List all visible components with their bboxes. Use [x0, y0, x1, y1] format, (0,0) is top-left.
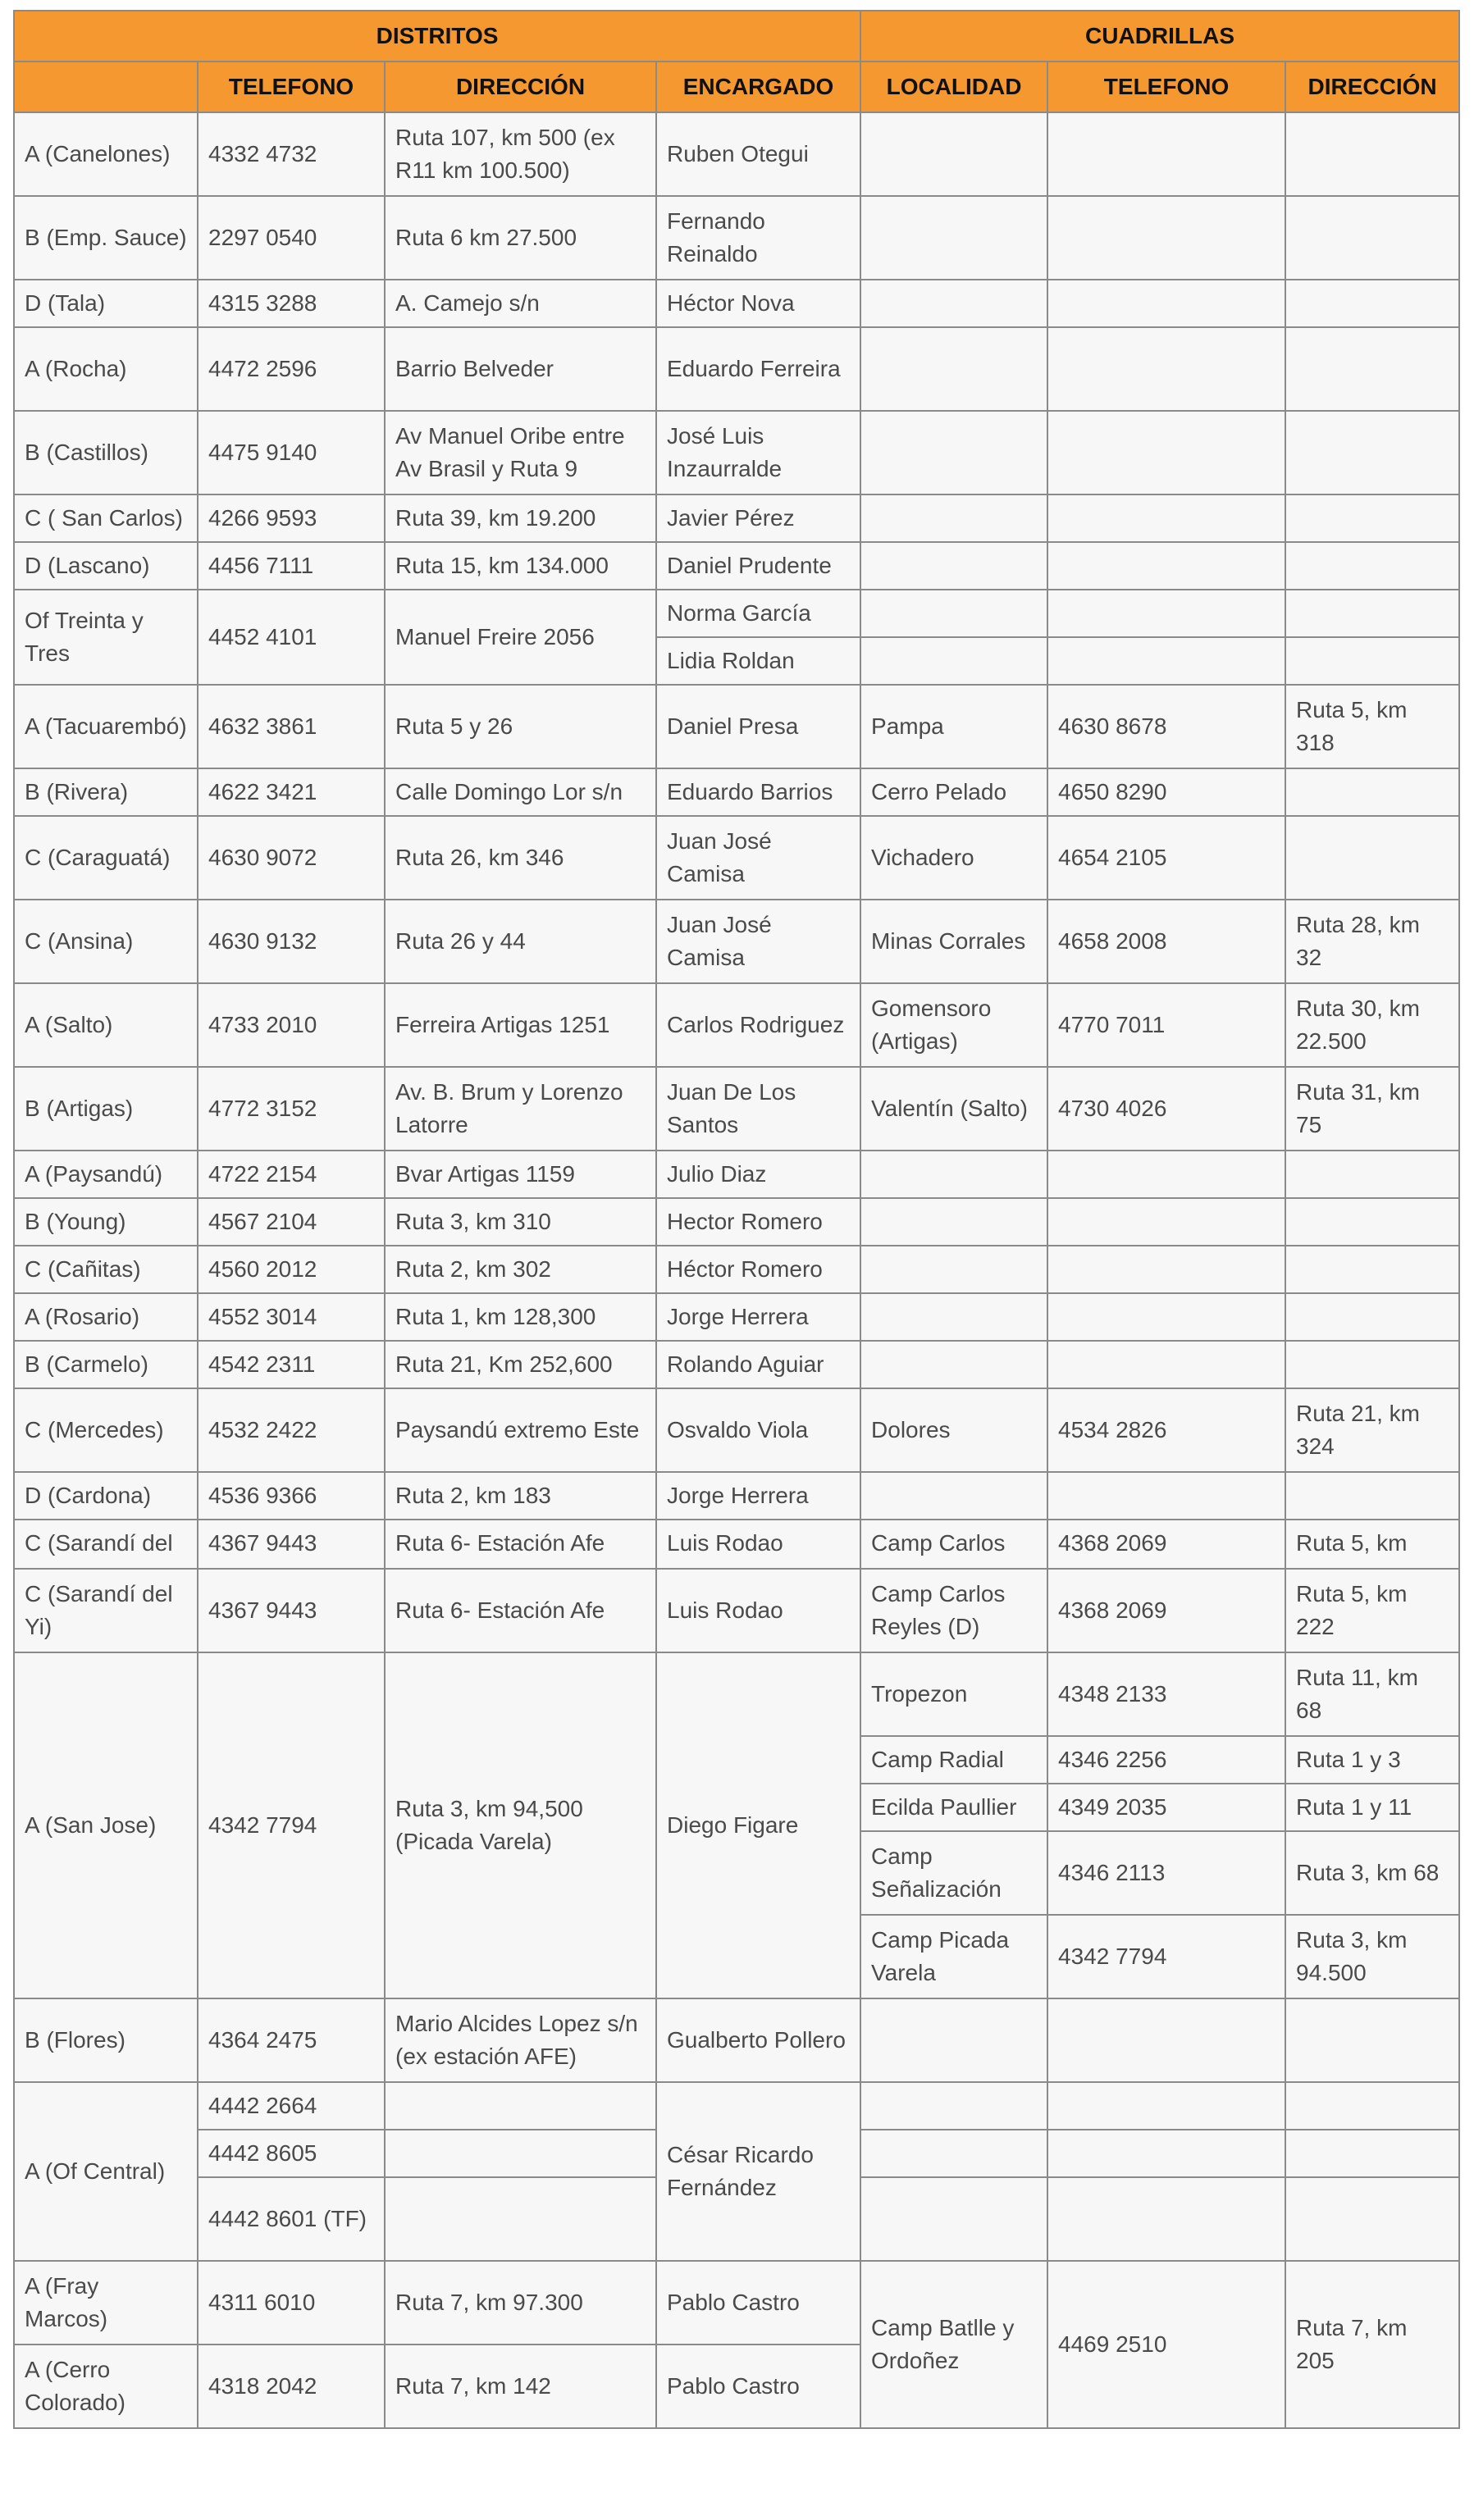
cell-telefono-cuadrilla: 4534 2826 [1047, 1388, 1285, 1472]
table-row [14, 768, 1459, 816]
cell-direccion: Bvar Artigas 1159 [385, 1151, 656, 1198]
cell-telefono: 4542 2311 [198, 1341, 385, 1388]
cell-telefono: 4630 9072 [198, 816, 385, 900]
cell-localidad [860, 1246, 1047, 1293]
cell-telefono-cuadrilla [1047, 1472, 1285, 1520]
cell-telefono: 4630 9132 [198, 900, 385, 983]
cell-distrito: C (Caraguatá) [14, 816, 198, 900]
cell-direccion: Ruta 2, km 183 [385, 1472, 656, 1520]
table-row [14, 494, 1459, 542]
cell-telefono-cuadrilla [1047, 590, 1285, 637]
cell-direccion-cuadrilla: Ruta 31, km 75 [1285, 1067, 1459, 1151]
table-row [14, 1998, 1459, 2082]
cell-telefono-cuadrilla [1047, 1151, 1285, 1198]
cell-telefono: 2297 0540 [198, 196, 385, 280]
header-localidad: LOCALIDAD [860, 62, 1047, 112]
cell-localidad [860, 280, 1047, 327]
cell-direccion-cuadrilla: Ruta 5, km 222 [1285, 1569, 1459, 1652]
cell-direccion-cuadrilla: Ruta 21, km 324 [1285, 1388, 1459, 1472]
cell-distrito: C (Ansina) [14, 900, 198, 983]
cell-localidad: Camp Carlos [860, 1520, 1047, 1569]
cell-localidad: Camp Señalización [860, 1831, 1047, 1915]
cell-telefono: 4311 6010 [198, 2261, 385, 2345]
cell-localidad [860, 637, 1047, 685]
cell-encargado: Juan José Camisa [656, 900, 860, 983]
cell-encargado: Jorge Herrera [656, 1472, 860, 1520]
cell-direccion: Av Manuel Oribe entre Av Brasil y Ruta 9 [385, 411, 656, 494]
table-row [14, 1341, 1459, 1388]
cell-direccion: Av. B. Brum y Lorenzo Latorre [385, 1067, 656, 1151]
table-row [14, 1293, 1459, 1341]
cell-localidad [860, 1198, 1047, 1246]
cell-localidad: Dolores [860, 1388, 1047, 1472]
cell-distrito: C (Cañitas) [14, 1246, 198, 1293]
cell-direccion-cuadrilla [1285, 327, 1459, 411]
cell-encargado: Ruben Otegui [656, 112, 860, 196]
cell-encargado: Julio Diaz [656, 1151, 860, 1198]
cell-telefono: 4332 4732 [198, 112, 385, 196]
cell-direccion: A. Camejo s/n [385, 280, 656, 327]
cell-telefono: 4536 9366 [198, 1472, 385, 1520]
cell-encargado: Héctor Romero [656, 1246, 860, 1293]
cell-direccion-cuadrilla [1285, 1341, 1459, 1388]
cell-telefono: 4318 2042 [198, 2345, 385, 2428]
cell-localidad: Tropezon [860, 1652, 1047, 1736]
header-telefono: TELEFONO [198, 62, 385, 112]
cell-telefono: 4367 9443 [198, 1569, 385, 1652]
cell-localidad [860, 2177, 1047, 2261]
cell-encargado: José Luis Inzaurralde [656, 411, 860, 494]
cell-distrito: D (Tala) [14, 280, 198, 327]
cell-direccion-cuadrilla [1285, 196, 1459, 280]
cell-localidad: Gomensoro (Artigas) [860, 983, 1047, 1067]
cell-direccion: Ruta 39, km 19.200 [385, 494, 656, 542]
cell-distrito: B (Castillos) [14, 411, 198, 494]
cell-distrito: B (Emp. Sauce) [14, 196, 198, 280]
cell-localidad [860, 1998, 1047, 2082]
cell-telefono: 4472 2596 [198, 327, 385, 411]
cell-telefono-cuadrilla [1047, 1246, 1285, 1293]
table-row [14, 900, 1459, 983]
group-header-row [14, 11, 1459, 62]
cell-encargado: Héctor Nova [656, 280, 860, 327]
cell-encargado: Carlos Rodriguez [656, 983, 860, 1067]
cell-localidad: Pampa [860, 685, 1047, 768]
cell-encargado: Diego Figare [656, 1652, 860, 1998]
cell-direccion: Barrio Belveder [385, 327, 656, 411]
cell-localidad [860, 411, 1047, 494]
cell-telefono-cuadrilla [1047, 2082, 1285, 2130]
cell-distrito: A (Of Central) [14, 2082, 198, 2261]
cell-telefono: 4567 2104 [198, 1198, 385, 1246]
table-row [14, 327, 1459, 411]
header-distritos: DISTRITOS [14, 11, 860, 62]
table-row [14, 983, 1459, 1067]
cell-telefono-cuadrilla: 4630 8678 [1047, 685, 1285, 768]
cell-encargado: Eduardo Ferreira [656, 327, 860, 411]
cell-direccion-cuadrilla [1285, 1246, 1459, 1293]
cell-telefono: 4266 9593 [198, 494, 385, 542]
cell-direccion [385, 2177, 656, 2261]
cell-direccion-cuadrilla [1285, 590, 1459, 637]
table-row [14, 280, 1459, 327]
table-row [14, 1388, 1459, 1472]
cell-distrito: C (Sarandí del [14, 1520, 198, 1569]
cell-distrito: D (Lascano) [14, 542, 198, 590]
cell-direccion: Ruta 7, km 142 [385, 2345, 656, 2428]
cell-direccion: Manuel Freire 2056 [385, 590, 656, 685]
cell-distrito: A (Cerro Colorado) [14, 2345, 198, 2428]
cell-distrito: A (Fray Marcos) [14, 2261, 198, 2345]
cell-direccion: Mario Alcides Lopez s/n (ex estación AFE) [385, 1998, 656, 2082]
cell-telefono-cuadrilla [1047, 542, 1285, 590]
cell-encargado: Juan José Camisa [656, 816, 860, 900]
cell-distrito: A (Salto) [14, 983, 198, 1067]
cell-direccion-cuadrilla: Ruta 11, km 68 [1285, 1652, 1459, 1736]
table-wrapper [13, 10, 1458, 2429]
cell-direccion-cuadrilla [1285, 1293, 1459, 1341]
cell-direccion-cuadrilla: Ruta 5, km 318 [1285, 685, 1459, 768]
cell-telefono: 4772 3152 [198, 1067, 385, 1151]
cell-encargado: Juan De Los Santos [656, 1067, 860, 1151]
cell-localidad [860, 196, 1047, 280]
header-telefono-cuadrilla: TELEFONO [1047, 62, 1285, 112]
cell-encargado: Norma García [656, 590, 860, 637]
districts-table [13, 10, 1460, 2429]
cell-direccion-cuadrilla: Ruta 1 y 11 [1285, 1784, 1459, 1831]
cell-telefono-cuadrilla: 4654 2105 [1047, 816, 1285, 900]
header-cuadrillas: CUADRILLAS [860, 11, 1459, 62]
cell-direccion: Ruta 6 km 27.500 [385, 196, 656, 280]
cell-direccion: Ruta 3, km 310 [385, 1198, 656, 1246]
cell-localidad [860, 494, 1047, 542]
cell-telefono-cuadrilla: 4730 4026 [1047, 1067, 1285, 1151]
table-row [14, 1569, 1459, 1652]
cell-distrito: A (Rocha) [14, 327, 198, 411]
cell-direccion-cuadrilla [1285, 494, 1459, 542]
cell-localidad: Valentín (Salto) [860, 1067, 1047, 1151]
table-row-truncated [14, 1520, 1459, 1569]
cell-direccion: Ruta 2, km 302 [385, 1246, 656, 1293]
cell-distrito: A (Rosario) [14, 1293, 198, 1341]
table-row [14, 1652, 1459, 1736]
cell-distrito: Of Treinta y Tres [14, 590, 198, 685]
cell-telefono-cuadrilla: 4770 7011 [1047, 983, 1285, 1067]
table-row [14, 1198, 1459, 1246]
cell-localidad: Ecilda Paullier [860, 1784, 1047, 1831]
cell-distrito: B (Flores) [14, 1998, 198, 2082]
cell-encargado: Eduardo Barrios [656, 768, 860, 816]
cell-localidad: Camp Radial [860, 1736, 1047, 1784]
cell-direccion-cuadrilla [1285, 280, 1459, 327]
cell-telefono-cuadrilla [1047, 2130, 1285, 2177]
cell-direccion-cuadrilla [1285, 816, 1459, 900]
cell-telefono-cuadrilla [1047, 112, 1285, 196]
cell-telefono: 4442 2664 [198, 2082, 385, 2130]
cell-direccion-cuadrilla: Ruta 3, km 94.500 [1285, 1915, 1459, 1998]
cell-encargado: Jorge Herrera [656, 1293, 860, 1341]
cell-distrito: C (Sarandí del Yi) [14, 1569, 198, 1652]
cell-telefono: 4622 3421 [198, 768, 385, 816]
cell-telefono: 4632 3861 [198, 685, 385, 768]
cell-direccion: Paysandú extremo Este [385, 1388, 656, 1472]
cell-telefono-cuadrilla: 4346 2113 [1047, 1831, 1285, 1915]
cell-direccion-cuadrilla: Ruta 28, km 32 [1285, 900, 1459, 983]
cell-direccion-cuadrilla [1285, 1198, 1459, 1246]
cell-encargado: Daniel Prudente [656, 542, 860, 590]
cell-localidad [860, 542, 1047, 590]
cell-direccion: Ferreira Artigas 1251 [385, 983, 656, 1067]
cell-direccion-cuadrilla [1285, 542, 1459, 590]
header-blank [14, 62, 198, 112]
cell-direccion-cuadrilla: Ruta 7, km 205 [1285, 2261, 1459, 2428]
cell-distrito: A (Paysandú) [14, 1151, 198, 1198]
cell-telefono-cuadrilla: 4368 2069 [1047, 1520, 1285, 1569]
cell-localidad [860, 327, 1047, 411]
table-row [14, 1151, 1459, 1198]
cell-telefono-cuadrilla [1047, 1293, 1285, 1341]
cell-telefono: 4364 2475 [198, 1998, 385, 2082]
cell-telefono-cuadrilla [1047, 2177, 1285, 2261]
cell-direccion-cuadrilla [1285, 1998, 1459, 2082]
cell-encargado: Lidia Roldan [656, 637, 860, 685]
table-row [14, 816, 1459, 900]
cell-direccion: Ruta 6- Estación Afe [385, 1520, 656, 1569]
cell-telefono-cuadrilla: 4349 2035 [1047, 1784, 1285, 1831]
cell-direccion-cuadrilla [1285, 411, 1459, 494]
cell-localidad: Cerro Pelado [860, 768, 1047, 816]
cell-distrito: B (Young) [14, 1198, 198, 1246]
cell-telefono: 4475 9140 [198, 411, 385, 494]
cell-telefono: 4342 7794 [198, 1652, 385, 1998]
cell-localidad [860, 1151, 1047, 1198]
cell-encargado: Hector Romero [656, 1198, 860, 1246]
cell-direccion-cuadrilla: Ruta 3, km 68 [1285, 1831, 1459, 1915]
cell-encargado: César Ricardo Fernández [656, 2082, 860, 2261]
table-row [14, 112, 1459, 196]
table-row [14, 685, 1459, 768]
cell-localidad: Vichadero [860, 816, 1047, 900]
cell-direccion-cuadrilla [1285, 768, 1459, 816]
cell-localidad: Camp Batlle y Ordoñez [860, 2261, 1047, 2428]
cell-telefono: 4367 9443 [198, 1520, 385, 1569]
table-row [14, 542, 1459, 590]
cell-encargado: Pablo Castro [656, 2261, 860, 2345]
cell-encargado: Daniel Presa [656, 685, 860, 768]
cell-direccion-cuadrilla [1285, 1151, 1459, 1198]
cell-distrito: D (Cardona) [14, 1472, 198, 1520]
cell-telefono: 4315 3288 [198, 280, 385, 327]
cell-telefono: 4552 3014 [198, 1293, 385, 1341]
cell-telefono: 4456 7111 [198, 542, 385, 590]
cell-encargado: Osvaldo Viola [656, 1388, 860, 1472]
cell-telefono: 4442 8605 [198, 2130, 385, 2177]
cell-direccion: Ruta 107, km 500 (ex R11 km 100.500) [385, 112, 656, 196]
cell-telefono-cuadrilla [1047, 1341, 1285, 1388]
column-header-row [14, 62, 1459, 112]
cell-direccion-cuadrilla: Ruta 5, km [1285, 1520, 1459, 1569]
cell-direccion: Ruta 26 y 44 [385, 900, 656, 983]
table-row [14, 1067, 1459, 1151]
cell-telefono-cuadrilla [1047, 1998, 1285, 2082]
cell-telefono-cuadrilla: 4346 2256 [1047, 1736, 1285, 1784]
cell-encargado: Gualberto Pollero [656, 1998, 860, 2082]
cell-direccion: Calle Domingo Lor s/n [385, 768, 656, 816]
cell-encargado: Luis Rodao [656, 1569, 860, 1652]
table-row [14, 2082, 1459, 2130]
cell-encargado: Pablo Castro [656, 2345, 860, 2428]
cell-telefono-cuadrilla: 4658 2008 [1047, 900, 1285, 983]
cell-direccion-cuadrilla [1285, 2177, 1459, 2261]
cell-encargado: Luis Rodao [656, 1520, 860, 1569]
cell-direccion-cuadrilla [1285, 2082, 1459, 2130]
cell-telefono-cuadrilla: 4342 7794 [1047, 1915, 1285, 1998]
cell-direccion: Ruta 15, km 134.000 [385, 542, 656, 590]
header-direccion: DIRECCIÓN [385, 62, 656, 112]
cell-direccion-cuadrilla: Ruta 30, km 22.500 [1285, 983, 1459, 1067]
cell-telefono-cuadrilla [1047, 327, 1285, 411]
cell-telefono-cuadrilla [1047, 411, 1285, 494]
cell-localidad [860, 1293, 1047, 1341]
cell-distrito: C (Mercedes) [14, 1388, 198, 1472]
header-encargado: ENCARGADO [656, 62, 860, 112]
cell-telefono-cuadrilla [1047, 637, 1285, 685]
cell-direccion: Ruta 5 y 26 [385, 685, 656, 768]
cell-direccion [385, 2130, 656, 2177]
table-row [14, 590, 1459, 637]
cell-distrito: A (San Jose) [14, 1652, 198, 1998]
cell-distrito: B (Artigas) [14, 1067, 198, 1151]
table-row [14, 2261, 1459, 2345]
cell-direccion: Ruta 3, km 94,500 (Picada Varela) [385, 1652, 656, 1998]
cell-localidad [860, 1472, 1047, 1520]
cell-direccion: Ruta 26, km 346 [385, 816, 656, 900]
cell-direccion-cuadrilla [1285, 1472, 1459, 1520]
cell-distrito: C ( San Carlos) [14, 494, 198, 542]
table-row [14, 411, 1459, 494]
table-row [14, 1246, 1459, 1293]
cell-telefono-cuadrilla: 4368 2069 [1047, 1569, 1285, 1652]
cell-telefono: 4452 4101 [198, 590, 385, 685]
cell-encargado: Javier Pérez [656, 494, 860, 542]
cell-distrito: B (Rivera) [14, 768, 198, 816]
cell-distrito: B (Carmelo) [14, 1341, 198, 1388]
cell-telefono-cuadrilla: 4348 2133 [1047, 1652, 1285, 1736]
cell-direccion-cuadrilla: Ruta 1 y 3 [1285, 1736, 1459, 1784]
cell-localidad [860, 2130, 1047, 2177]
cell-telefono-cuadrilla [1047, 494, 1285, 542]
cell-telefono-cuadrilla [1047, 196, 1285, 280]
cell-telefono: 4722 2154 [198, 1151, 385, 1198]
cell-telefono: 4733 2010 [198, 983, 385, 1067]
cell-telefono-cuadrilla: 4650 8290 [1047, 768, 1285, 816]
cell-direccion-cuadrilla [1285, 112, 1459, 196]
cell-localidad: Camp Picada Varela [860, 1915, 1047, 1998]
table-row [14, 1472, 1459, 1520]
cell-direccion: Ruta 6- Estación Afe [385, 1569, 656, 1652]
cell-direccion-cuadrilla [1285, 2130, 1459, 2177]
cell-localidad [860, 1341, 1047, 1388]
cell-telefono-cuadrilla: 4469 2510 [1047, 2261, 1285, 2428]
cell-telefono-cuadrilla [1047, 280, 1285, 327]
cell-encargado: Rolando Aguiar [656, 1341, 860, 1388]
cell-localidad: Minas Corrales [860, 900, 1047, 983]
cell-localidad: Camp Carlos Reyles (D) [860, 1569, 1047, 1652]
cell-direccion: Ruta 21, Km 252,600 [385, 1341, 656, 1388]
cell-direccion [385, 2082, 656, 2130]
cell-direccion: Ruta 7, km 97.300 [385, 2261, 656, 2345]
cell-distrito: A (Tacuarembó) [14, 685, 198, 768]
cell-telefono: 4560 2012 [198, 1246, 385, 1293]
cell-distrito: A (Canelones) [14, 112, 198, 196]
cell-telefono-cuadrilla [1047, 1198, 1285, 1246]
cell-direccion-cuadrilla [1285, 637, 1459, 685]
cell-encargado: Fernando Reinaldo [656, 196, 860, 280]
cell-telefono: 4532 2422 [198, 1388, 385, 1472]
cell-localidad [860, 590, 1047, 637]
header-direccion-cuadrilla: DIRECCIÓN [1285, 62, 1459, 112]
table-row [14, 196, 1459, 280]
cell-localidad [860, 112, 1047, 196]
cell-localidad [860, 2082, 1047, 2130]
cell-direccion: Ruta 1, km 128,300 [385, 1293, 656, 1341]
cell-telefono: 4442 8601 (TF) [198, 2177, 385, 2261]
